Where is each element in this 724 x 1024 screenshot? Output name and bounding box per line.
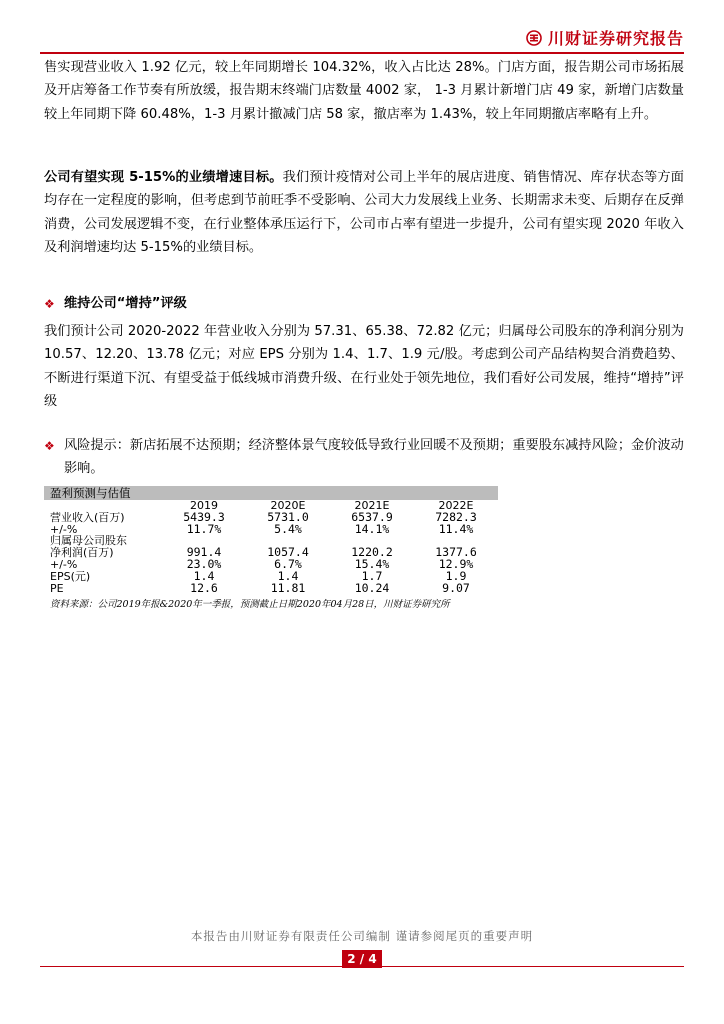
diamond-bullet-icon: ❖: [44, 439, 55, 453]
table-cell: 1220.2: [351, 545, 393, 560]
table-cell: 991.4: [186, 545, 222, 560]
table-cell: 1.7: [361, 568, 383, 583]
table-cell: 11.81: [270, 580, 306, 595]
table-cell: 1.4: [193, 568, 215, 583]
table-cell: 9.07: [442, 580, 470, 595]
growth-target-lead: 公司有望实现 5-15%的业绩增速目标。: [44, 170, 283, 185]
table-row: [44, 547, 498, 559]
chuancai-logo-icon: [526, 30, 542, 46]
table-cell: 7282.3: [435, 509, 477, 524]
paragraph-forecast: 我们预计公司 2020-2022 年营业收入分别为 57.31、65.38、72.82 亿元；归属母公司股东的净利润分别为 10.57、12.20、13.78 亿元；对应 EPS 分别为 1.4、1.7、1.9 元/股。考虑到公司产品结构契合消费趋势、不断进行渠道下沉、有望受益于低线城市消费升级、在行业处于领先地位，我们看好公司发展，维持“增持”评级: [44, 324, 684, 410]
header-divider: [40, 52, 684, 54]
row-label: 归属母公司股东: [50, 534, 127, 548]
row-label: 净利润(百万): [50, 546, 114, 560]
brand-logo: [526, 26, 684, 49]
section-heading-rating: [44, 292, 684, 316]
table-cell: 23.0%: [186, 556, 222, 571]
forecast-table: [44, 486, 498, 610]
row-label: PE: [50, 581, 64, 595]
table-cell: 12.9%: [438, 556, 474, 571]
table-cell: 11.7%: [186, 521, 222, 536]
header-cell: 2021E: [354, 499, 390, 512]
paragraph-stores: 售实现营业收入 1.92 亿元，较上年同期增长 104.32%，收入占比达 28%。门店方面，报告期公司市场拓展及开店筹备工作节奏有所放缓，报告期末终端门店数量 4002 家， 1-3 月累计新增门店 49 家，新增门店数量较上年同期下降 60.48%，1-3 月累计撤减门店 58 家，撤店率为 1.43%，较上年同期撤店率略有上升。: [44, 60, 684, 122]
table-cell: 1377.6: [435, 545, 477, 560]
paragraph-growth-target: [44, 166, 684, 260]
table-cell: 5731.0: [267, 509, 309, 524]
header-cell: 2022E: [438, 499, 474, 512]
row-label: 营业收入(百万): [50, 510, 125, 524]
header-cell: 2020E: [270, 499, 306, 512]
page-number: 2 / 4: [342, 950, 382, 968]
brand-name: 川财证券研究报告: [547, 29, 684, 48]
table-cell: 1.4: [277, 568, 299, 583]
diamond-bullet-icon: ❖: [44, 297, 55, 311]
table-row: [44, 509, 498, 524]
risk-warning: [44, 434, 684, 481]
table-cell: 15.4%: [354, 556, 390, 571]
table-cell: 10.24: [354, 580, 390, 595]
report-header: [40, 24, 684, 52]
table-row: [44, 556, 498, 571]
table-cell: 12.6: [190, 580, 218, 595]
row-label: EPS(元): [50, 569, 91, 583]
table-source-note: 资料来源：公司2019年报&2020年一季报，预测截止日期2020年04月28日，川财证券研究所: [50, 599, 450, 611]
table-cell: 6537.9: [351, 509, 393, 524]
row-label: +/-%: [50, 522, 78, 536]
header-cell: 2019: [190, 499, 218, 512]
growth-target-text: 我们预计疫情对公司上半年的展店进度、销售情况、库存状态等方面均存在一定程度的影响，但考虑到节前旺季不受影响、公司大力发展线上业务、长期需求未变、后期存在反弹消费，公司发展逻辑不变，在行业整体承压运行下，公司市占率有望进一步提升，公司有望实现 2020 年收入及利润增速均达 5-15%的业绩目标。: [44, 170, 684, 256]
table-cell: 11.4%: [438, 521, 474, 536]
table-cell: 1.9: [445, 568, 467, 583]
row-label: +/-%: [50, 557, 78, 571]
forecast-table-title: 盈利预测与估值: [44, 486, 498, 500]
table-cell: 6.7%: [274, 556, 302, 571]
table-cell: 14.1%: [354, 521, 390, 536]
table-cell: 5.4%: [274, 521, 302, 536]
section-title: 维持公司“增持”评级: [64, 296, 187, 311]
footer-divider: [40, 966, 684, 967]
footer-disclaimer: 本报告由川财证券有限责任公司编制 谨请参阅尾页的重要声明: [190, 929, 534, 943]
table-cell: 5439.3: [183, 509, 225, 524]
risk-text: 风险提示：新店拓展不达预期；经济整体景气度较低导致行业回暖不及预期；重要股东减持风险；金价波动影响。: [64, 438, 684, 477]
table-cell: 1057.4: [267, 545, 309, 560]
table-row: [44, 580, 498, 595]
